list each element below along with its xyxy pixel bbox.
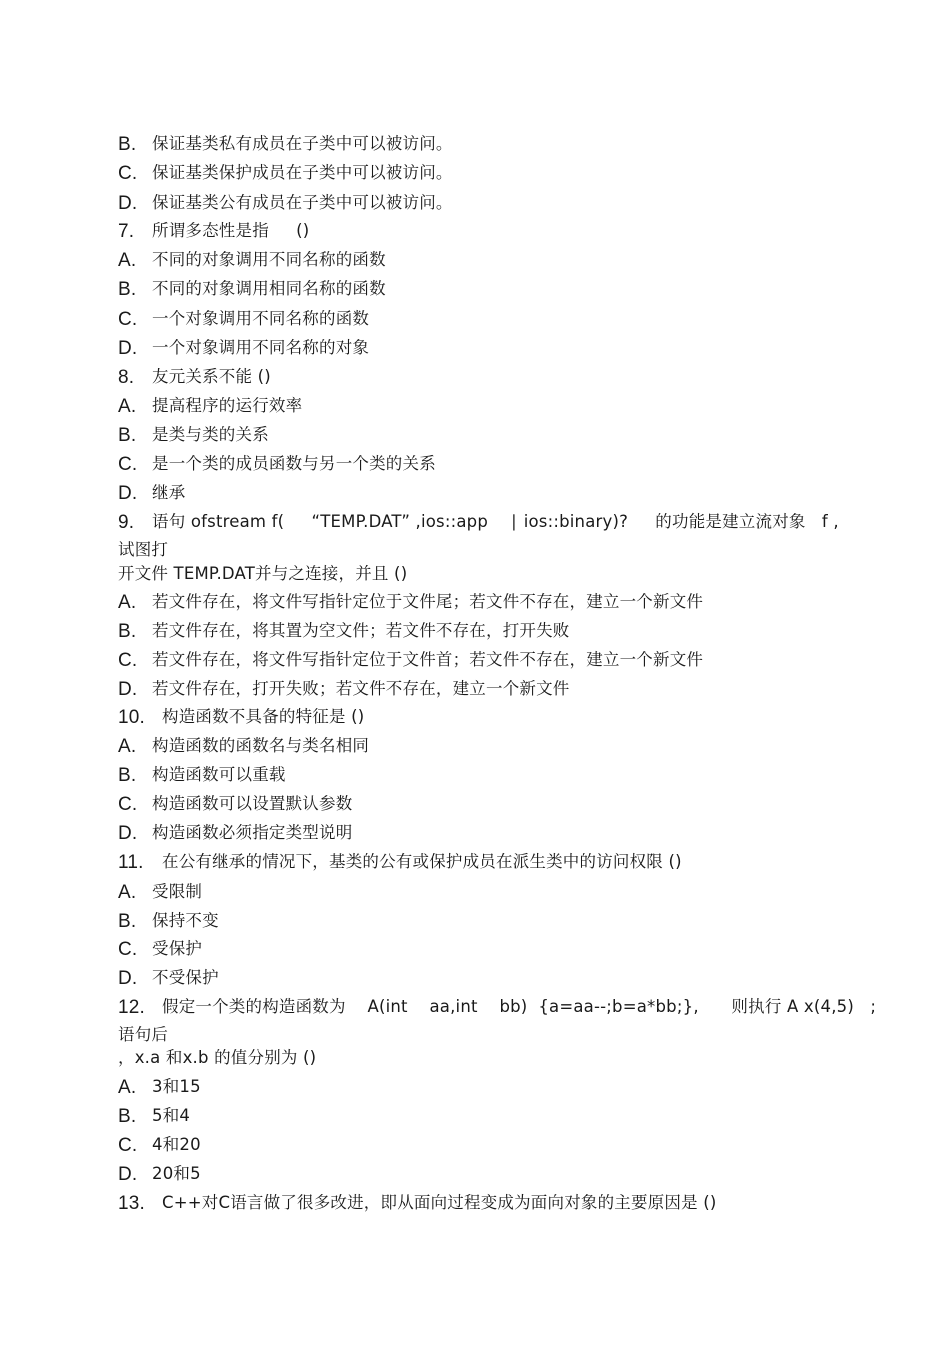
item-text: 在公有继承的情况下，基类的公有或保护成员在派生类中的访问权限 () xyxy=(162,852,682,871)
item-marker: 7. xyxy=(118,221,135,242)
continuation-line xyxy=(118,539,168,561)
question-line xyxy=(118,649,703,672)
item-text: 受保护 xyxy=(152,939,203,958)
question-line xyxy=(118,678,570,701)
item-text: 构造函数可以重载 xyxy=(152,765,286,784)
item-text: 构造函数不具备的特征是 () xyxy=(162,707,365,726)
item-text: 不同的对象调用不同名称的函数 xyxy=(152,250,386,269)
item-marker: A. xyxy=(118,396,137,417)
item-marker: 11. xyxy=(118,852,144,873)
item-marker: B. xyxy=(118,279,137,300)
item-marker: B. xyxy=(118,134,137,155)
item-text: 不同的对象调用相同名称的函数 xyxy=(152,279,386,298)
item-marker: 13. xyxy=(118,1193,146,1214)
question-line xyxy=(118,1192,717,1215)
item-marker: A. xyxy=(118,592,137,613)
item-text: 一个对象调用不同名称的函数 xyxy=(152,309,370,328)
question-line xyxy=(118,162,453,185)
item-text: 保证基类公有成员在子类中可以被访问。 xyxy=(152,193,453,212)
item-text: 保持不变 xyxy=(152,911,219,930)
item-marker: C. xyxy=(118,163,138,184)
item-text: 开文件 TEMP.DAT并与之连接，并且 () xyxy=(118,564,408,583)
item-text: 一个对象调用不同名称的对象 xyxy=(152,338,370,357)
item-text: 构造函数可以设置默认参数 xyxy=(152,794,353,813)
question-line xyxy=(118,249,386,272)
item-text: 20和5 xyxy=(152,1164,201,1183)
item-text: 是类与类的关系 xyxy=(152,425,269,444)
item-marker: 9. xyxy=(118,512,135,533)
item-text: 试图打 xyxy=(118,540,169,559)
item-marker: B. xyxy=(118,621,137,642)
item-marker: C. xyxy=(118,454,138,475)
item-marker: 12. xyxy=(118,997,146,1018)
question-line xyxy=(118,706,364,729)
question-line xyxy=(118,192,453,215)
item-marker: 10. xyxy=(118,707,146,728)
item-text: C++对C语言做了很多改进，即从面向过程变成为面向对象的主要原因是 () xyxy=(162,1193,717,1212)
question-line xyxy=(118,793,352,816)
continuation-line xyxy=(118,563,407,585)
item-marker: C. xyxy=(118,650,138,671)
item-text: 不受保护 xyxy=(152,968,219,987)
item-text: 假定一个类的构造函数为 A(int aa,int bb) {a=aa--;b=a*bb;}, 则执行 A x(4,5) ; xyxy=(162,997,877,1016)
item-marker: D. xyxy=(118,483,138,504)
item-marker: A. xyxy=(118,1077,137,1098)
item-marker: D. xyxy=(118,968,138,989)
question-line xyxy=(118,511,839,534)
question-line xyxy=(118,308,369,331)
question-line xyxy=(118,1134,201,1157)
item-marker: C. xyxy=(118,939,138,960)
question-line xyxy=(118,735,369,758)
item-marker: D. xyxy=(118,338,138,359)
item-marker: D. xyxy=(118,823,138,844)
question-line xyxy=(118,278,386,301)
question-line xyxy=(118,764,286,787)
item-text: 若文件存在，将其置为空文件；若文件不存在，打开失败 xyxy=(152,621,570,640)
item-text: 是一个类的成员函数与另一个类的关系 xyxy=(152,454,436,473)
item-text: 构造函数的函数名与类名相同 xyxy=(152,736,370,755)
question-line xyxy=(118,822,352,845)
question-line xyxy=(118,424,269,447)
item-marker: B. xyxy=(118,425,137,446)
item-text: 所谓多态性是指 () xyxy=(152,221,310,240)
item-text: 语句后 xyxy=(118,1025,169,1044)
question-line xyxy=(118,591,703,614)
item-marker: A. xyxy=(118,250,137,271)
question-line xyxy=(118,395,302,418)
item-text: 若文件存在，打开失败；若文件不存在，建立一个新文件 xyxy=(152,679,570,698)
item-text: 5和4 xyxy=(152,1106,191,1125)
item-marker: B. xyxy=(118,765,137,786)
item-text: 4和20 xyxy=(152,1135,201,1154)
question-line xyxy=(118,453,436,476)
question-line xyxy=(118,1076,201,1099)
item-text: 3和15 xyxy=(152,1077,201,1096)
continuation-line xyxy=(118,1047,316,1069)
continuation-line xyxy=(118,1024,168,1046)
question-line xyxy=(118,881,202,904)
item-text: 保证基类保护成员在子类中可以被访问。 xyxy=(152,163,453,182)
question-line xyxy=(118,620,570,643)
question-line xyxy=(118,337,369,360)
question-line xyxy=(118,851,682,874)
item-marker: C. xyxy=(118,794,138,815)
item-marker: B. xyxy=(118,1106,137,1127)
item-marker: 8. xyxy=(118,367,135,388)
question-line xyxy=(118,910,219,933)
question-line xyxy=(118,366,271,389)
item-text: 若文件存在，将文件写指针定位于文件尾；若文件不存在，建立一个新文件 xyxy=(152,592,704,611)
question-line xyxy=(118,938,202,961)
item-text: 语句 ofstream f( “TEMP.DAT” ,ios::app ∣ ios::binary)? 的功能是建立流对象 f , xyxy=(152,512,839,531)
item-marker: B. xyxy=(118,911,137,932)
question-line xyxy=(118,220,309,243)
question-line xyxy=(118,996,876,1019)
item-text: 若文件存在，将文件写指针定位于文件首；若文件不存在，建立一个新文件 xyxy=(152,650,704,669)
item-marker: A. xyxy=(118,882,137,903)
question-line xyxy=(118,967,219,990)
item-marker: C. xyxy=(118,1135,138,1156)
item-text: 提高程序的运行效率 xyxy=(152,396,303,415)
item-text: 受限制 xyxy=(152,882,203,901)
item-marker: D. xyxy=(118,193,138,214)
item-marker: D. xyxy=(118,679,138,700)
question-line xyxy=(118,1105,190,1128)
question-line xyxy=(118,482,185,505)
question-line xyxy=(118,133,453,156)
item-text: 保证基类私有成员在子类中可以被访问。 xyxy=(152,134,453,153)
item-text: 继承 xyxy=(152,483,186,502)
item-marker: C. xyxy=(118,309,138,330)
item-marker: A. xyxy=(118,736,137,757)
question-line xyxy=(118,1163,201,1186)
item-marker: D. xyxy=(118,1164,138,1185)
item-text: 构造函数必须指定类型说明 xyxy=(152,823,353,842)
item-text: 友元关系不能 () xyxy=(152,367,271,386)
item-text: ，x.a 和x.b 的值分别为 () xyxy=(118,1048,317,1067)
